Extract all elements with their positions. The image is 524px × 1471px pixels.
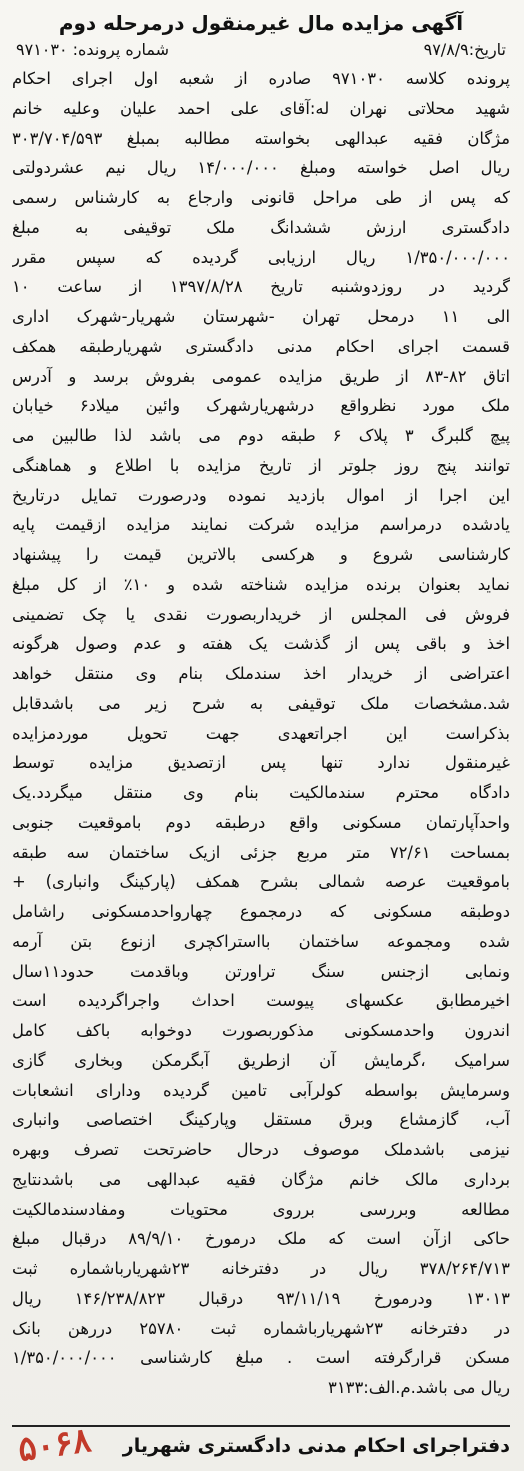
body-line: در دفترخانه ۲۳شهریارباشماره ثبت ۲۵۷۸۰ دررهن بانک [12,1318,510,1338]
body-line: مژگان فقیه عبدالهی بخواسته مطالبه بمبلغ ۳۰۳/۷۰۴/۵۹۳ [12,128,510,148]
body-line: ۳۷۸/۲۶۴/۷۱۳ ریال در دفترخانه ۲۳شهریارباشماره ثبت [12,1259,510,1278]
body-line: اعتراضی از خریدار اخذ سندملک بنام وی منتقل خواهد [12,664,510,683]
body-line: پرونده کلاسه ۹۷۱۰۳۰ صادره از شعبه اول اجرای احکام [12,69,510,88]
body-line: الی ۱۱ درمحل تهران -شهرستان شهریار-شهرک اداری [12,307,510,326]
body-line: دوطبقه مسکونی که درمجموع چهارواحدمسکونی راشامل [12,902,510,921]
body-line: ۱/۳۵۰/۰۰۰/۰۰۰ ریال ارزیابی گردیده که سپس مقرر [12,247,510,267]
body-line: اخذ و باقی پس از گذشت یک هفته و عدم وصول هرگونه [12,634,510,654]
body-line: بمساحت ۷۲/۶۱ متر مربع جزئی ازیک ساختمان سه طبقه [12,842,510,862]
body-line: وسرمایش بواسطه کولرآبی تامین گردیده ودارای انشعابات [12,1080,510,1100]
body-line: نماید بعنوان برنده مزایده شناخته شده و ۱۰٪ از کل مبلغ [12,574,510,594]
body-line: ۱۳۰۱۳ ودرمورخ ۹۳/۱۱/۱۹ درقبال ۱۴۶/۲۳۸/۸۲۳ ریال [12,1288,510,1308]
body-line: بذکراست این اجراتعهدی جهت تحویل موردمزایده [12,723,510,743]
body-line: پیچ گلبرگ ۳ پلاک ۶ طبقه دوم می باشد لذا طالبین می [12,426,510,445]
body-line: قسمت اجرای احکام مدنی دادگستری شهریارطبقه همکف [12,336,510,356]
body-line: ریال اصل خواسته ومبلغ ۱۴/۰۰۰/۰۰۰ ریال نیم عشردولتی [12,158,510,178]
body-line: سرامیک ،گرمایش آن ازطریق آبگرمکن وبخاری گازی [12,1050,510,1070]
notice-date: تاریخ:۹۷/۸/۹ [423,40,506,59]
body-line: شهید محلاتی نهران له:آقای علی احمد علیان وعلیه خانم [12,98,510,118]
notice-meta [12,38,510,62]
notice-body [12,64,510,1403]
body-line: اتاق ۸۲-۸۳ از طریق مزایده عمومی بفروش برسد و آدرس [12,366,510,386]
handwritten-stamp: ۵۰۶۸ [15,1420,94,1470]
body-line: غیرمنقول ندارد تنها پس ازتصدیق مزایده توسط [12,753,510,773]
body-line: مطالعه وبررسی برروی محتویات ومفادسندمالکیت [12,1199,510,1219]
body-line: برداری مالک خانم مژگان فقیه عبدالهی می باشدنتایج [12,1169,510,1189]
body-line: حاکی ازآن است که ملک درمورخ ۸۹/۹/۱۰ درقبال مبلغ [12,1229,510,1249]
body-line: ریال می باشد.م.الف:۳۱۳۳ [328,1378,510,1397]
body-line: باموقعیت عرصه شمالی بشرح همکف (پارکینگ وانباری) + [12,872,510,892]
body-line: واحدآپارتمان مسکونی واقع درطبقه دوم باموقعیت جنوبی [12,812,510,832]
notice-title: آگهی مزایده مال غیرمنقول درمرحله دوم [58,11,464,35]
body-line: توانند پنج روز جلوتر از تاریخ مزایده با اطلاع و هماهنگی [12,455,510,475]
body-line: دادگاه محترم سندمالکیت بنام وی منتقل میگردد.یک [12,783,510,802]
body-line: شد.مشخصات ملک توقیفی به شرح زیر می باشدقابل [12,693,510,713]
body-line: شده ومجموعه ساختمان بااستراکچری ازنوع بتن آرمه [12,931,510,951]
body-line: کارشناسی شروع و هرکسی بالاترین قیمت را پیشنهاد [12,545,510,564]
body-line: یادشده درمراسم مزایده شرکت نمایند مزایده ازقیمت پایه [12,515,510,535]
body-line: فروش فی المجلس از خریداربصورت نقدی یا چک تضمینی [12,604,510,624]
body-line: که پس از طی مراحل قانونی وارجاع به کارشناس رسمی [12,188,510,207]
body-line: این اجرا از اموال بازدید نموده ودرصورت تمایل درتاریخ [12,485,510,505]
body-line: اندرون واحدمسکونی مذکوربصورت دوخوابه باکف کامل [12,1021,510,1040]
body-line: اخیرمطابق عکسهای پیوست احداث واجراگردیده است [12,991,510,1011]
body-line: نیزمی باشدملک موصوف درحال حاضرتحت تصرف وبهره [12,1140,510,1159]
notice-signature: دفتراجرای احکام مدنی دادگستری شهریار [12,1425,510,1461]
case-number: شماره پرونده: ۹۷۱۰۳۰ [16,40,170,59]
body-line: ونمابی ازجنس سنگ تراورتن وباقدمت حدود۱۱سال [12,961,510,981]
body-line: گردید در روزدوشنبه تاریخ ۱۳۹۷/۸/۲۸ از ساعت ۱۰ [12,277,510,297]
body-line: آب، گازمشاع وبرق مستقل وپارکینگ اختصاصی وانباری [12,1110,510,1130]
body-line: دادگستری ارزش ششدانگ ملک توقیفی به مبلغ [12,217,510,237]
body-line: مسکن قرارگرفته است . مبلغ کارشناسی ۱/۳۵۰/۰۰۰/۰۰۰ [12,1348,510,1368]
body-line: ملک مورد نظرواقع درشهریارشهرک وائین میلاد۶ خیابان [12,396,510,416]
